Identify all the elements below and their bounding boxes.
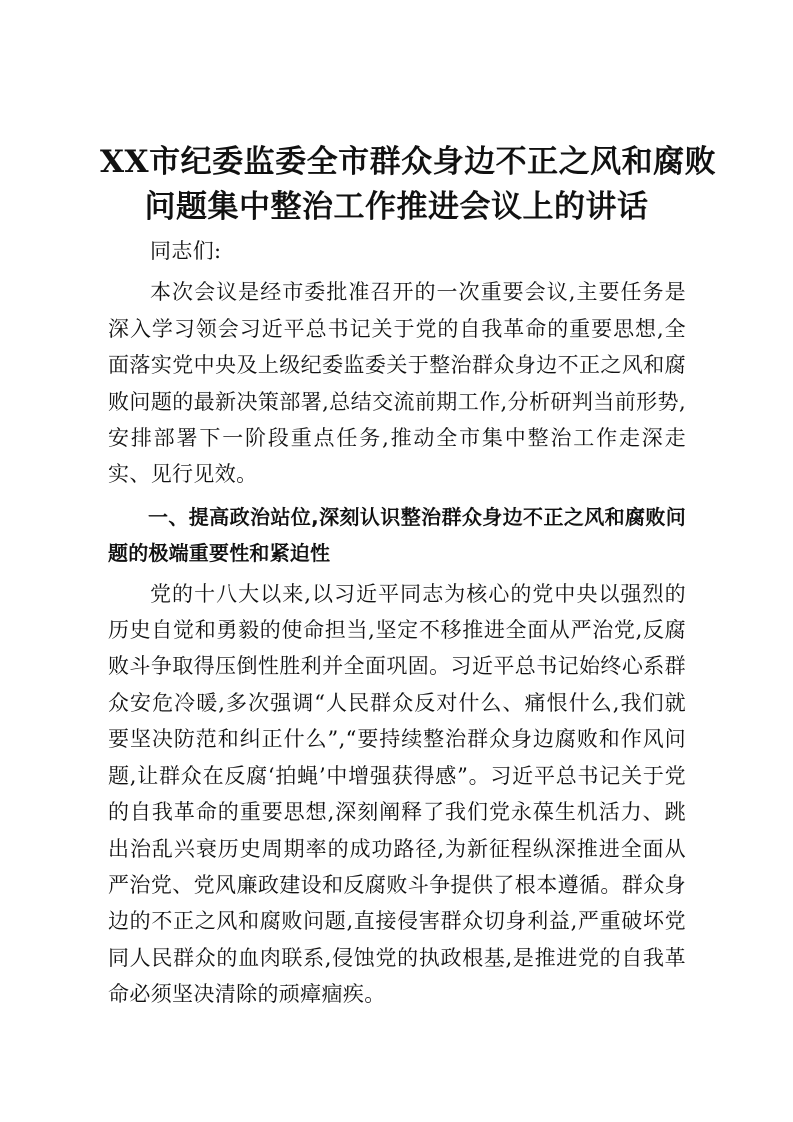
paragraph-section-1: 党的十八大以来,以习近平同志为核心的党中央以强烈的历史自觉和勇毅的使命担当,坚定不移推进全面从严治党,反腐败斗争取得压倒性胜利并全面巩固。习近平总书记始终心系群众安危冷暖,多次强调“人民群众反对什么、痛恨什么,我们就要坚决防范和纠正什么”,“要持续整治群众身边腐败和作风问题,让群众在反腐‘拍蝇’中增强获得感”。习近平总书记关于党的自我革命的重要思想,深刻阐释了我们党永葆生机活力、跳出治乱兴衰历史周期率的成功路径,为新征程纵深推进全面从严治党、党风廉政建设和反腐败斗争提供了根本遵循。群众身边的不正之风和腐败问题,直接侵害群众切身利益,严重破坏党同人民群众的血肉联系,侵蚀党的执政根基,是推进党的自我革命必须坚决清除的顽瘴痼疾。 <box>108 581 686 1007</box>
title-line-2: 问题集中整治工作推进会议上的讲话 <box>144 189 649 225</box>
paragraph-intro: 本次会议是经市委批准召开的一次重要会议,主要任务是深入学习领会习近平总书记关于党的自我革命的重要思想,全面落实党中央及上级纪委监委关于整治群众身边不正之风和腐败问题的最新决策部署,总结交流前期工作,分析研判当前形势,安排部署下一阶段重点任务,推动全市集中整治工作走深走实、见行见效。 <box>108 280 686 487</box>
document-body <box>108 233 686 1013</box>
salutation: 同志们: <box>150 239 222 263</box>
document-title <box>100 140 717 230</box>
section-heading-1: 一、提高政治站位,深刻认识整治群众身边不正之风和腐败问题的极端重要性和紧迫性 <box>108 504 686 566</box>
title-line-1: XX市纪委监委全市群众身边不正之风和腐败 <box>100 144 717 180</box>
